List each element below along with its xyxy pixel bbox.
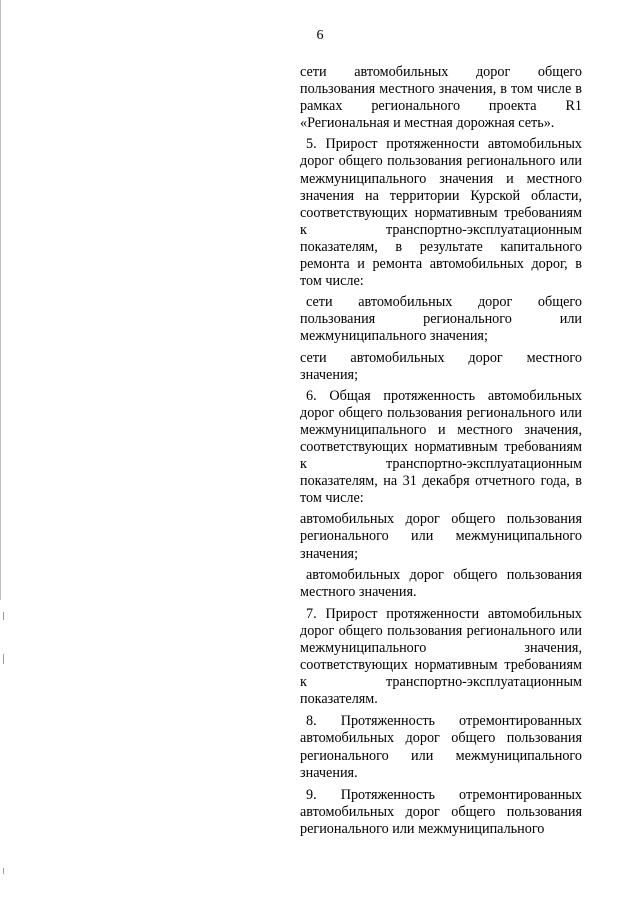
paragraph-item-7: 7. Прирост протяженности автомобильных дорог общего пользования регионального или межмуниципального значения, соответствующих нормативным требованиям к транспортно-эксплуатационным показателям. [300,605,582,708]
scan-edge-mark [3,654,4,664]
scan-edge-mark [3,612,4,620]
paragraph-item-5: 5. Прирост протяженности автомобильных дорог общего пользования регионального или межмуниципального значения и местного значения на территории Курской области, соответствующих нормативным требованиям к транспортно-эксплуатационным показателям, в результате капитального ремонта и ремонта автомобильных дорог, в том числе: [300,136,582,290]
paragraph-item-6-sub-regional: автомобильных дорог общего пользования регионального или межмуниципального значения; [300,511,582,562]
paragraph-item-6-sub-local: автомобильных дорог общего пользования местного значения. [300,566,582,600]
paragraph-item-5-sub-regional: сети автомобильных дорог общего пользования регионального или межмуниципального значения; [300,294,582,345]
paragraph-item-5-sub-local: сети автомобильных дорог местного значения; [300,349,582,383]
text-column [300,64,582,842]
paragraph-continuation: сети автомобильных дорог общего пользования местного значения, в том числе в рамках регионального проекта R1 «Региональная и местная дорожная сеть». [300,64,582,132]
page-number: 6 [316,28,324,43]
paragraph-item-9: 9. Протяженность отремонтированных автомобильных дорог общего пользования регионального или межмуниципального [300,786,582,837]
paragraph-item-8: 8. Протяженность отремонтированных автомобильных дорог общего пользования регионального или межмуниципального значения. [300,713,582,781]
scan-edge-mark [3,868,4,874]
page-left-edge [0,0,1,600]
paragraph-item-6: 6. Общая протяженность автомобильных дорог общего пользования регионального или межмуниципального и местного значения, соответствующих нормативным требованиям к транспортно-эксплуатационным показателям, на 31 декабря отчетного года, в том числе: [300,387,582,507]
